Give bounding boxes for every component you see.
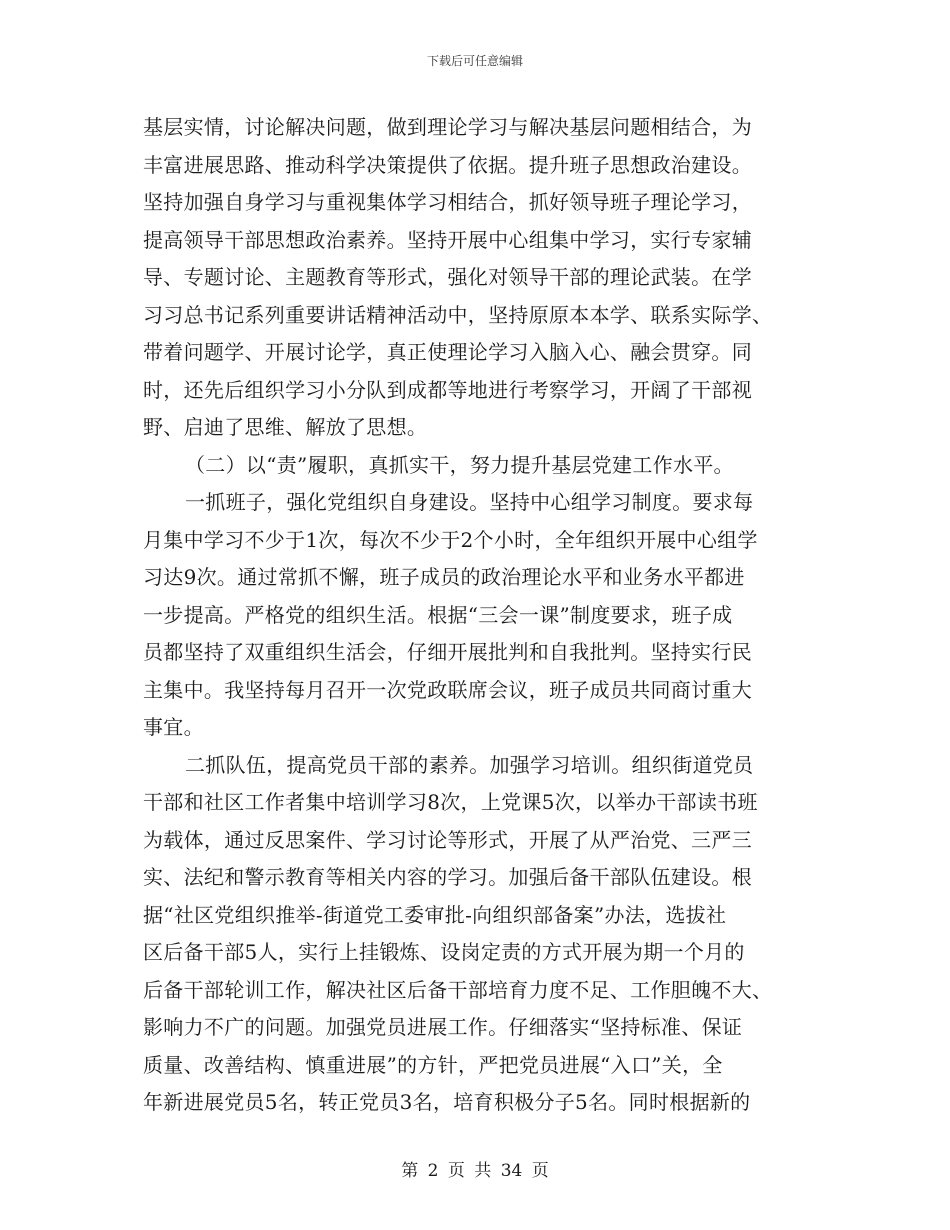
text-line: 员都坚持了双重组织生活会，仔细开展批判和自我批判。坚持实行民 (143, 640, 752, 664)
paragraph-start-line: 二抓队伍，提高党员干部的素养。加强学习培训。组织街道党员 (185, 752, 754, 777)
text-line: 实、法纪和警示教育等相关内容的学习。加强后备干部队伍建设。根 (143, 865, 752, 889)
text-line: 为载体，通过反思案件、学习讨论等形式，开展了从严治党、三严三 (143, 827, 752, 852)
paragraph-start-line: 一抓班子，强化党组织自身建设。坚持中心组学习制度。要求每 (185, 490, 754, 514)
text-line: 主集中。我坚持每月召开一次党政联席会议，班子成员共同商讨重大 (143, 677, 752, 702)
text-line: 区后备干部5人，实行上挂锻炼、设岗定责的方式开展为期一个月的 (143, 940, 745, 964)
text-line: 时，还先后组织学习小分队到成都等地进行考察学习，开阔了干部视 (143, 377, 752, 402)
text-line: 提高领导干部思想政治素养。坚持开展中心组集中学习，实行专家辅 (143, 227, 752, 252)
text-line: 月集中学习不少于1次，每次不少于2个小时，全年组织开展中心组学 (143, 527, 758, 552)
section-heading: （二）以“责”履职，真抓实干，努力提升基层党建工作水平。 (185, 452, 734, 477)
text-line: 质量、改善结构、慎重进展”的方针，严把党员进展“入口”关，全 (143, 1052, 723, 1077)
text-line: 影响力不广的问题。加强党员进展工作。仔细落实“坚持标准、保证 (143, 1015, 743, 1039)
text-line: 带着问题学、开展讨论学，真正使理论学习入脑入心、融会贯穿。同 (143, 340, 752, 364)
text-line: 习习总书记系列重要讲话精神活动中，坚持原原本本学、联系实际学、 (143, 302, 773, 327)
page-header: 下载后可任意编辑 (426, 54, 523, 68)
page-number-footer: 第 2 页 共 34 页 (401, 1161, 549, 1181)
text-line: 基层实情，讨论解决问题，做到理论学习与解决基层问题相结合，为 (143, 115, 752, 139)
text-line: 年新进展党员5名，转正党员3名，培育积极分子5名。同时根据新的 (143, 1090, 751, 1114)
document-body (143, 109, 813, 1122)
text-line: 干部和社区工作者集中培训学习8次，上党课5次，以举办干部读书班 (143, 790, 758, 814)
text-line: 后备干部轮训工作，解决社区后备干部培育力度不足、工作胆魄不大、 (143, 977, 773, 1002)
text-line: 一步提高。严格党的组织生活。根据“三会一课”制度要求，班子成 (143, 602, 733, 627)
text-line: 据“社区党组织推举-街道党工委审批-向组织部备案”办法，选拔社 (143, 902, 727, 927)
text-line: 导、专题讨论、主题教育等形式，强化对领导干部的理论武装。在学 (143, 265, 752, 289)
text-line: 野、启迪了思维、解放了思想。 (143, 415, 428, 439)
text-line: 丰富进展思路、推动科学决策提供了依据。提升班子思想政治建设。 (143, 152, 752, 177)
text-line: 事宜。 (143, 715, 204, 739)
text-line: 坚持加强自身学习与重视集体学习相结合，抓好领导班子理论学习， (143, 190, 752, 214)
text-line: 习达9次。通过常抓不懈，班子成员的政治理论水平和业务水平都进 (143, 565, 745, 589)
